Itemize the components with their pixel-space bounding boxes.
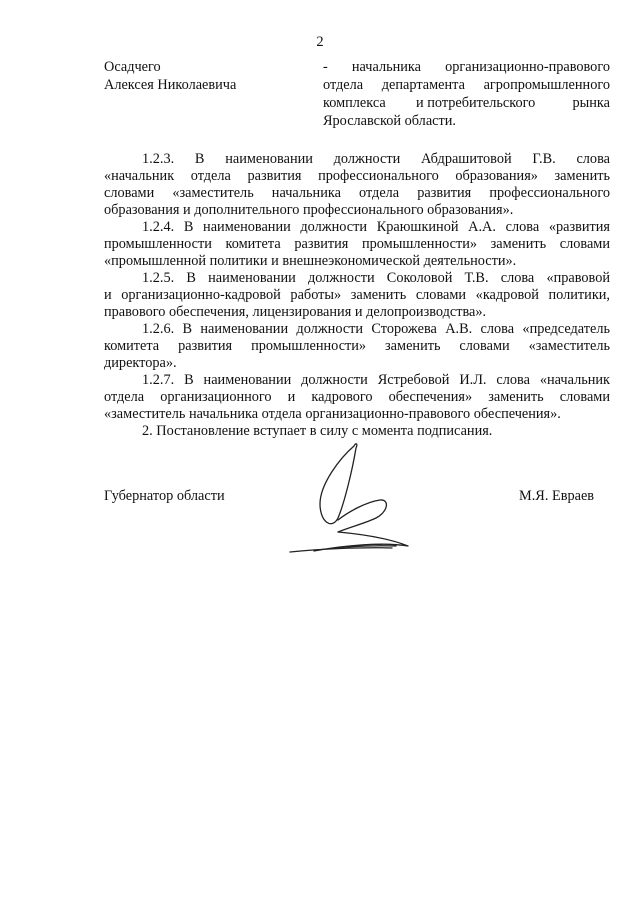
paragraph-1-2-7-line: 1.2.7. В наименовании должности Ястребовой И.Л. слова «начальник xyxy=(142,372,610,388)
handwritten-signature xyxy=(280,442,420,562)
signatory-name: М.Я. Евраев xyxy=(519,488,595,504)
paragraph-1-2-5-line: и организационно-кадровой работы» заменить словами «кадровой политики, xyxy=(104,287,610,303)
position-line-3-middle: и потребительского xyxy=(416,95,536,111)
paragraph-1-2-6-line: комитета развития промышленности» заменить словами «заместитель xyxy=(104,338,610,354)
paragraph-1-2-3-line: 1.2.3. В наименовании должности Абдрашитовой Г.В. слова xyxy=(142,151,610,167)
paragraph-2-line: 2. Постановление вступает в силу с момента подписания. xyxy=(142,423,493,439)
position-line-2: отдела департамента агропромышленного xyxy=(323,77,610,93)
page-number: 2 xyxy=(316,34,324,50)
paragraph-1-2-3-line: «начальник отдела развития профессионального образования» заменить xyxy=(104,168,610,184)
paragraph-1-2-3-line: образования и дополнительного профессионального образования». xyxy=(104,202,514,218)
position-line-3 xyxy=(323,95,610,112)
person-surname: Осадчего xyxy=(104,59,161,75)
paragraph-1-2-4-line: 1.2.4. В наименовании должности Краюшкиной А.А. слова «развития xyxy=(142,219,610,235)
paragraph-1-2-6-line: 1.2.6. В наименовании должности Сторожева А.В. слова «председатель xyxy=(142,321,610,337)
paragraph-1-2-7-line: «заместитель начальника отдела организационно-правового обеспечения». xyxy=(104,406,561,422)
paragraph-1-2-4-line: промышленности комитета развития промышленности» заменить словами xyxy=(104,236,610,252)
position-line-3-left: комплекса xyxy=(323,95,386,111)
position-line-1: - начальника организационно-правового xyxy=(323,59,610,75)
signatory-title: Губернатор области xyxy=(104,488,225,504)
paragraph-1-2-6-line: директора». xyxy=(104,355,177,371)
paragraph-1-2-5-line: 1.2.5. В наименовании должности Соколовой Т.В. слова «правовой xyxy=(142,270,610,286)
person-given-names: Алексея Николаевича xyxy=(104,77,237,93)
position-line-4: Ярославской области. xyxy=(323,113,456,129)
paragraph-1-2-7-line: отдела организационного и кадрового обеспечения» заменить словами xyxy=(104,389,610,405)
paragraph-1-2-3-line: словами «заместитель начальника отдела развития профессионального xyxy=(104,185,610,201)
paragraph-1-2-4-line: «промышленной политики и внешнеэкономической деятельности». xyxy=(104,253,517,269)
paragraph-1-2-5-line: правового обеспечения, лицензирования и делопроизводства». xyxy=(104,304,487,320)
position-line-3-right: рынка xyxy=(572,95,610,111)
